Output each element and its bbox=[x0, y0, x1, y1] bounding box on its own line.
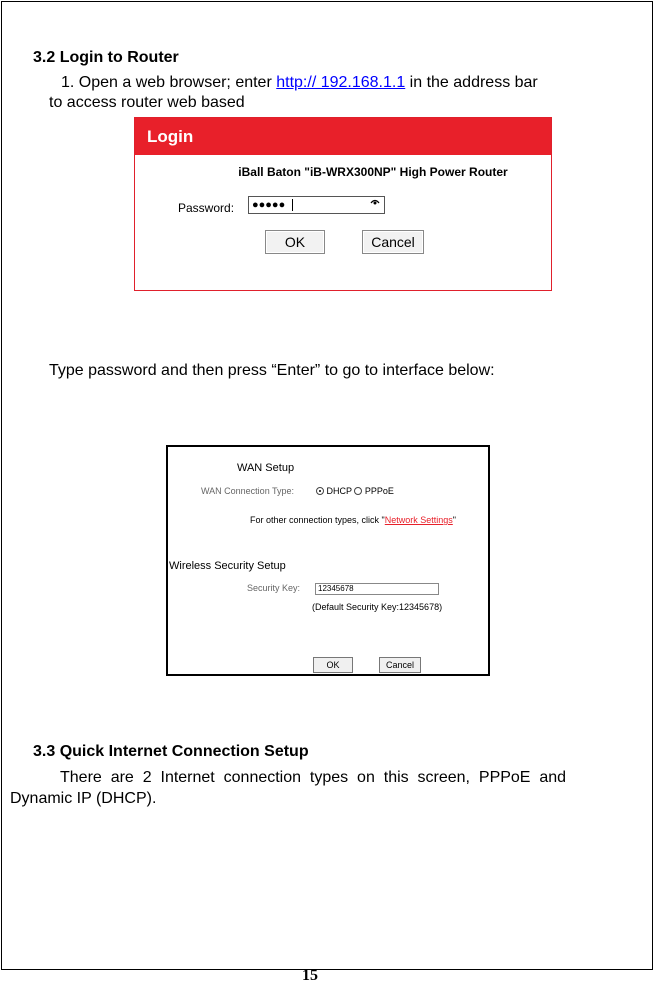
router-address-link[interactable]: http:// 192.168.1.1 bbox=[276, 74, 406, 91]
instruction-text: Type password and then press “Enter” to go to interface below: bbox=[49, 362, 495, 379]
text-caret bbox=[292, 199, 293, 211]
step-1-prefix: 1. Open a web browser; enter bbox=[61, 74, 277, 91]
login-ok-button[interactable]: OK bbox=[265, 230, 325, 254]
network-settings-link[interactable]: Network Settings bbox=[384, 515, 453, 525]
default-key-note: (Default Security Key:12345678) bbox=[312, 602, 443, 612]
security-key-input[interactable]: 12345678 bbox=[315, 583, 439, 595]
password-label: Password: bbox=[178, 201, 235, 215]
login-cancel-button[interactable]: Cancel bbox=[362, 230, 424, 254]
pppoe-option-label: PPPoE bbox=[364, 486, 394, 496]
wan-cancel-button[interactable]: Cancel bbox=[379, 657, 421, 673]
dhcp-radio[interactable] bbox=[316, 487, 324, 495]
section-3-3-para-line-1: There are 2 Internet connection types on this screen, PPPoE and bbox=[60, 769, 567, 786]
other-types-suffix: " bbox=[452, 515, 456, 525]
wan-setup-screenshot bbox=[166, 445, 490, 676]
wan-connection-type-label: WAN Connection Type: bbox=[201, 486, 295, 496]
wan-setup-title: WAN Setup bbox=[237, 462, 295, 474]
step-1-line-2: to access router web based bbox=[49, 94, 245, 111]
eye-icon[interactable] bbox=[370, 197, 380, 213]
page-number: 15 bbox=[302, 967, 318, 984]
step-1-line-1 bbox=[61, 73, 538, 93]
login-header: Login bbox=[135, 118, 551, 155]
security-key-label: Security Key: bbox=[247, 583, 301, 593]
wan-ok-button[interactable]: OK bbox=[313, 657, 353, 673]
login-screenshot bbox=[134, 117, 552, 291]
pppoe-radio[interactable] bbox=[354, 487, 362, 495]
wireless-security-title: Wireless Security Setup bbox=[169, 560, 286, 572]
section-3-3-heading: 3.3 Quick Internet Connection Setup bbox=[33, 743, 309, 760]
other-types-note bbox=[250, 515, 456, 525]
dhcp-option-label: DHCP bbox=[326, 486, 352, 496]
other-types-prefix: For other connection types, click " bbox=[250, 515, 385, 525]
step-1-suffix: in the address bar bbox=[405, 74, 538, 91]
router-title: iBall Baton "iB-WRX300NP" High Power Router bbox=[238, 165, 508, 179]
section-3-3-para-line-2: Dynamic IP (DHCP). bbox=[10, 790, 157, 807]
connection-type-options bbox=[316, 486, 394, 496]
password-input[interactable] bbox=[248, 196, 385, 214]
password-value: ●●●●● bbox=[252, 199, 286, 211]
section-3-2-heading: 3.2 Login to Router bbox=[33, 49, 179, 66]
